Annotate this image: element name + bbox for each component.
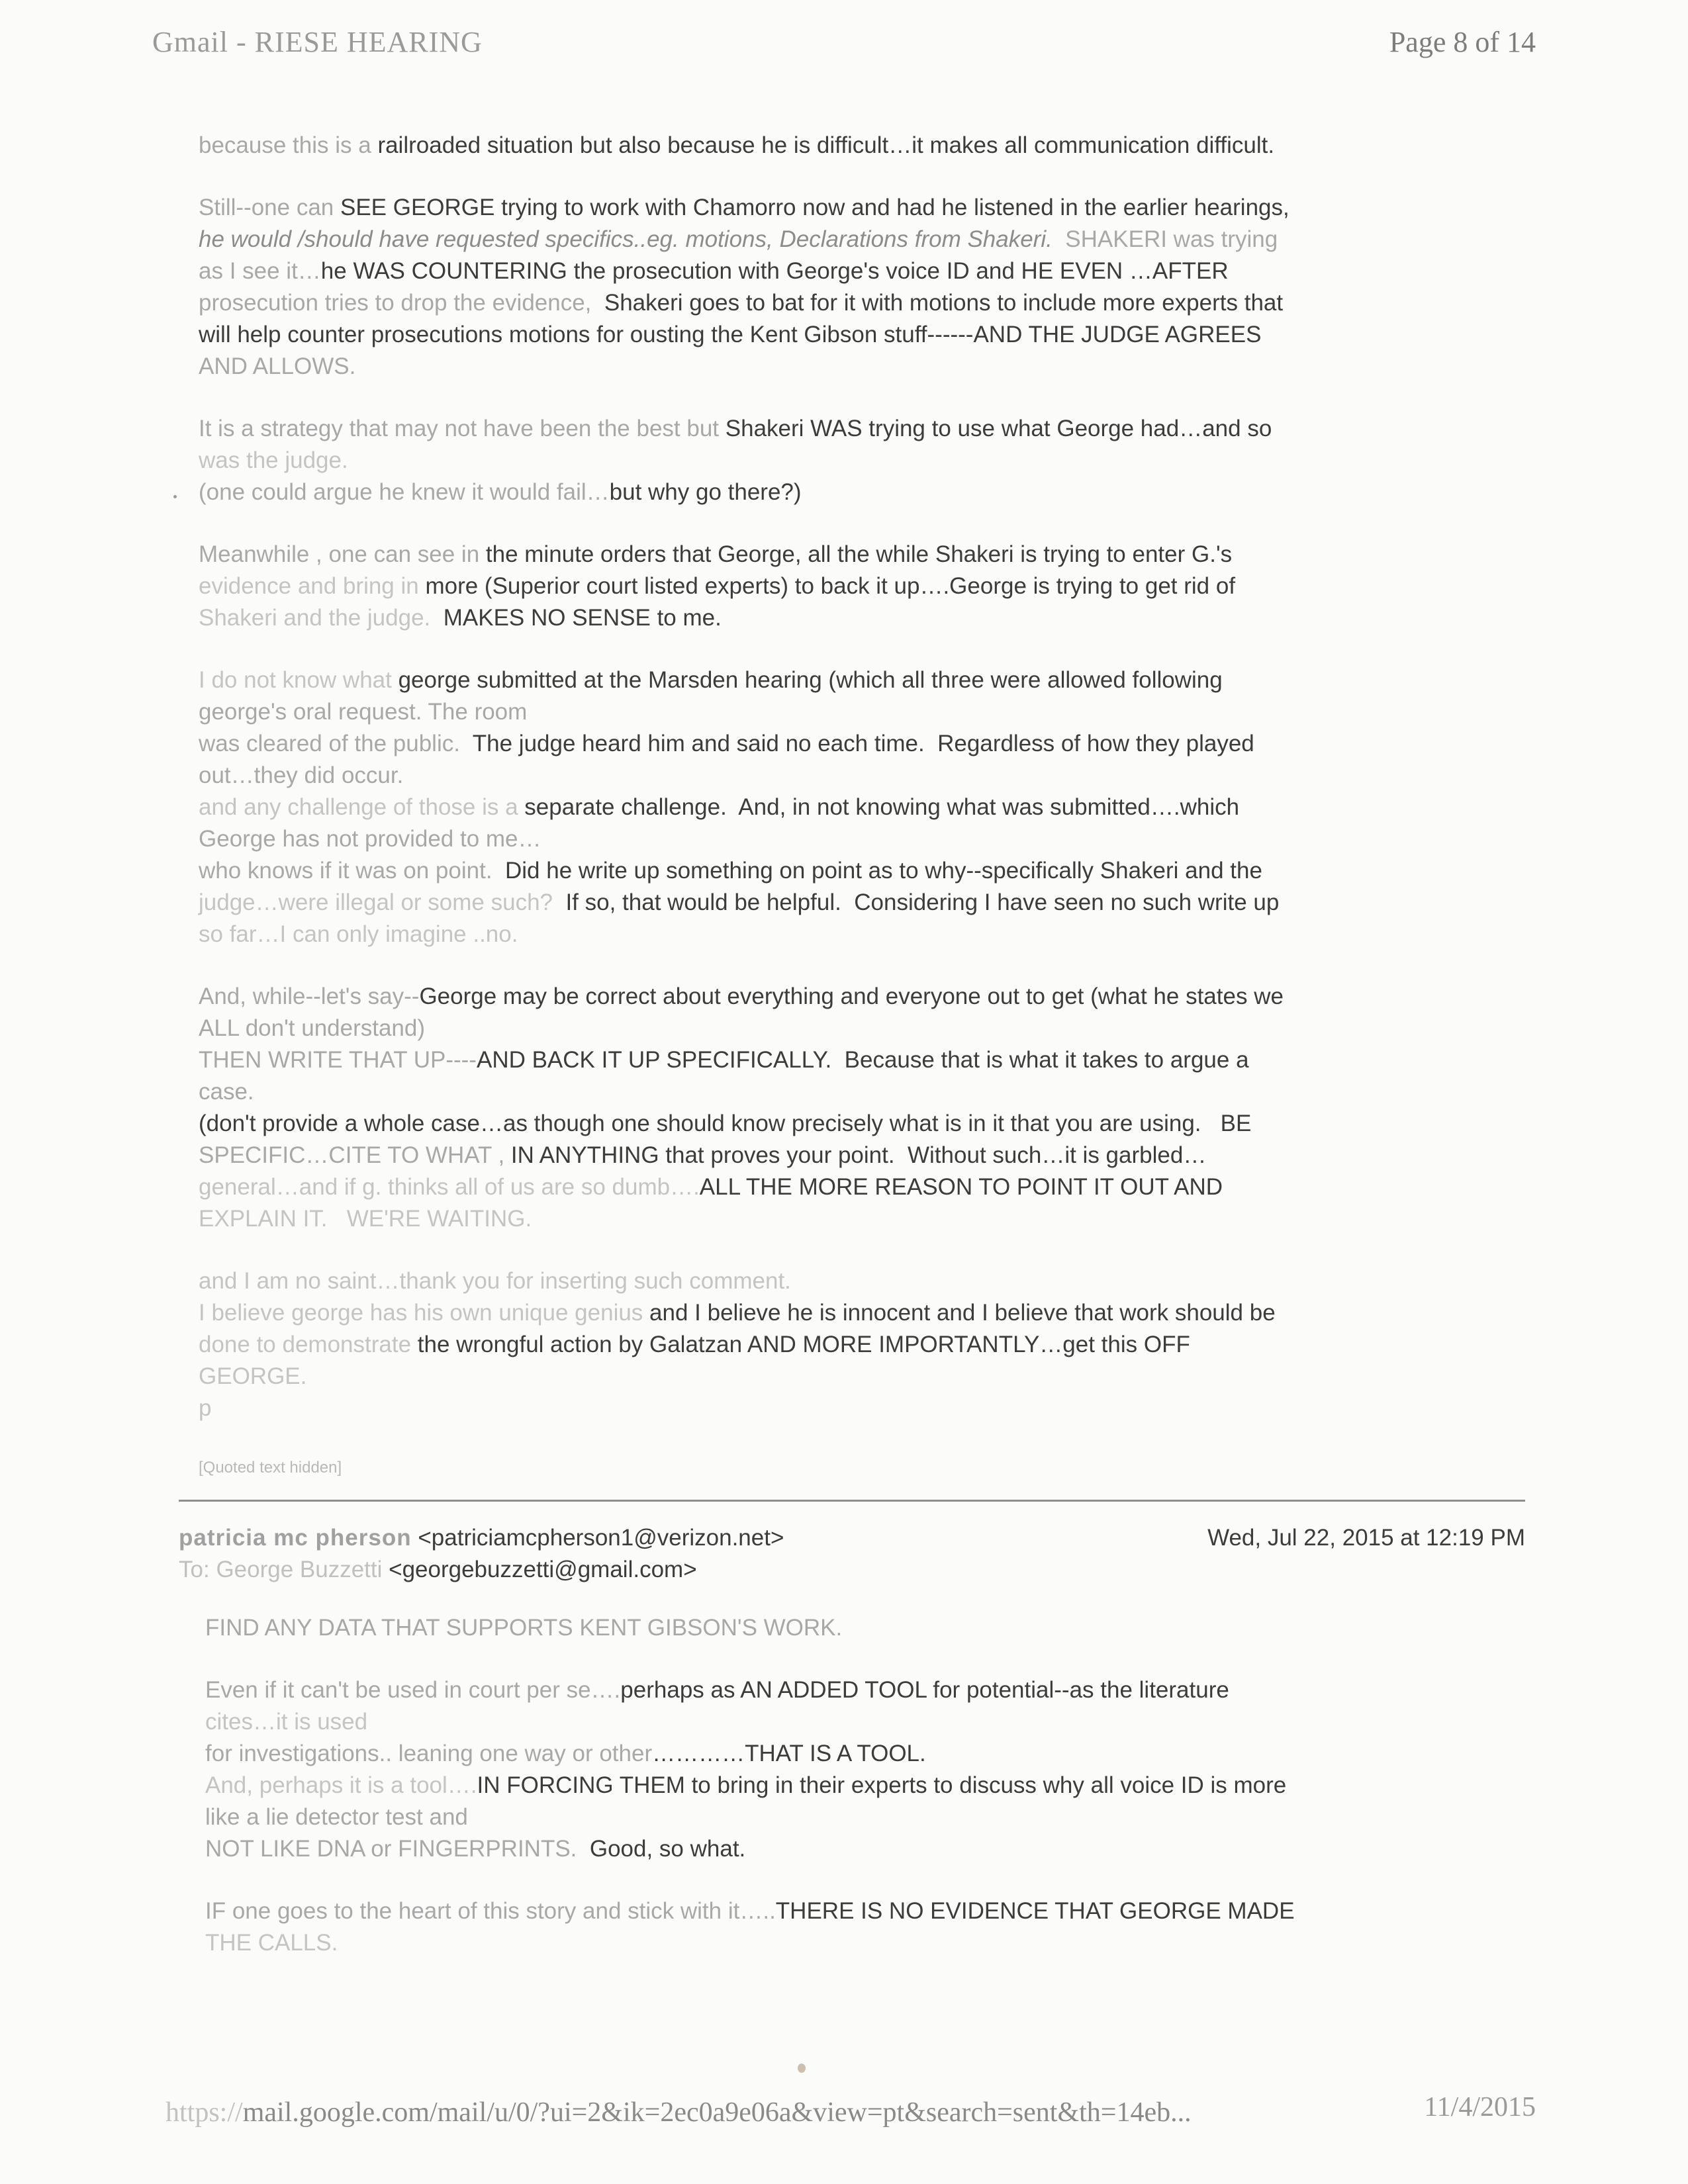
paragraph (199, 413, 1496, 508)
text-line (199, 919, 1496, 950)
text-line (199, 477, 1496, 508)
text-segment: for investigations.. leaning one way or other (205, 1741, 653, 1766)
text-segment: (one could argue he knew it would fail… (199, 479, 610, 505)
quoted-text-hidden-toggle[interactable]: [Quoted text hidden] (199, 1459, 342, 1477)
text-line (205, 1895, 1503, 1927)
text-line (199, 1108, 1496, 1140)
text-segment: railroaded situation but also because he is difficult…it makes all communication difficult. (377, 132, 1275, 158)
text-segment: …………THAT IS A TOOL. (652, 1741, 926, 1766)
text-segment: Meanwhile , one can see in (199, 541, 486, 567)
text-segment: THE CALLS. (205, 1930, 338, 1956)
text-segment: Shakeri goes to bat for it with motions to include more experts that (604, 290, 1284, 316)
text-segment: Still--one can (199, 195, 340, 220)
text-segment: separate challenge. And, in not knowing what was submitted….which (524, 794, 1240, 820)
text-segment: Good, so what. (589, 1836, 746, 1862)
text-segment: george submitted at the Marsden hearing (which all three were allowed following (398, 667, 1223, 693)
url-prefix: https:// (165, 2097, 243, 2128)
text-line (205, 1927, 1503, 1959)
text-line (199, 413, 1496, 445)
text-segment: and I am no saint…thank you for inserting such comment. (199, 1268, 791, 1294)
text-segment: AND BACK IT UP SPECIFICALLY. Because that is what it takes to argue a (476, 1047, 1249, 1073)
text-line (199, 351, 1496, 383)
text-line (199, 570, 1496, 602)
text-segment: ALL THE MORE REASON TO POINT IT OUT AND (699, 1174, 1223, 1200)
text-segment: IN ANYTHING that proves your point. Without such…it is garbled… (510, 1142, 1207, 1168)
paragraph (199, 981, 1496, 1235)
text-line (199, 1171, 1496, 1203)
text-segment: IN FORCING THEM to bring in their experts to discuss why all voice ID is more (477, 1772, 1287, 1798)
text-segment: IF one goes to the heart of this story and stick with it….. (205, 1898, 776, 1924)
text-segment: p (199, 1395, 212, 1421)
paragraph (205, 1895, 1503, 1959)
recipient (179, 1554, 697, 1586)
text-line (199, 1361, 1496, 1392)
text-segment: The judge heard him and said no each time. Regardless of how they played (472, 731, 1254, 756)
text-segment: evidence and bring in (199, 573, 426, 599)
text-segment: I do not know what (199, 667, 399, 693)
text-line (199, 224, 1496, 255)
text-line (199, 1265, 1496, 1297)
text-line (199, 792, 1496, 823)
text-segment: EXPLAIN IT. WE'RE WAITING. (199, 1206, 532, 1232)
text-line (205, 1612, 1503, 1644)
page-number: Page 8 of 14 (1389, 26, 1536, 58)
text-line (199, 1140, 1496, 1171)
text-line (199, 1076, 1496, 1108)
text-segment: Did he write up something on point as to why--specifically Shakeri and the (505, 858, 1262, 884)
text-segment: If so, that would be helpful. Considering I have seen no such write up (565, 889, 1280, 915)
recipient-email[interactable]: <georgebuzzetti@gmail.com> (389, 1557, 697, 1582)
text-line (199, 319, 1496, 351)
message-date: Wed, Jul 22, 2015 at 12:19 PM (1207, 1525, 1525, 1551)
print-footer (165, 2091, 1536, 2138)
text-line (199, 1203, 1496, 1235)
message-2-paragraphs (205, 1612, 1503, 1959)
print-header (152, 19, 1536, 71)
text-segment: like a lie detector test and (205, 1804, 468, 1830)
text-segment: SPECIFIC…CITE TO WHAT , (199, 1142, 511, 1168)
text-line (199, 823, 1496, 855)
text-line (199, 981, 1496, 1013)
text-segment: prosecution tries to drop the evidence, (199, 290, 604, 316)
paragraph (199, 539, 1496, 634)
text-segment: It is a strategy that may not have been the best but (199, 416, 726, 441)
text-segment: the minute orders that George, all the while Shakeri is trying to enter G.'s (485, 541, 1233, 567)
paragraph (205, 1674, 1503, 1865)
text-segment: cites…it is used (205, 1709, 368, 1735)
text-line (199, 287, 1496, 319)
text-segment: George may be correct about everything and everyone out to get (what he states we (419, 983, 1284, 1009)
text-segment: AND ALLOWS. (199, 353, 356, 379)
text-segment: FIND ANY DATA THAT SUPPORTS KENT GIBSON'S WORK. (205, 1615, 843, 1641)
text-line (199, 192, 1496, 224)
text-segment: ALL don't understand) (199, 1015, 426, 1041)
text-line (199, 1044, 1496, 1076)
text-line (199, 664, 1496, 696)
sender (179, 1522, 784, 1554)
text-segment: Shakeri and the judge. (199, 605, 444, 631)
text-line (205, 1833, 1503, 1865)
message-body-1 (199, 130, 1496, 1481)
text-segment: perhaps as AN ADDED TOOL for potential--as the literature (620, 1677, 1229, 1703)
text-segment: but why go there?) (609, 479, 802, 505)
text-segment: and any challenge of those is a (199, 794, 525, 820)
text-segment: he would /should have requested specifics..eg. motions, Declarations from Shakeri. (199, 226, 1053, 252)
sender-name: patricia mc pherson (179, 1525, 412, 1551)
text-line (205, 1674, 1503, 1706)
message-divider (179, 1500, 1525, 1502)
text-segment: THEN WRITE THAT UP---- (199, 1047, 477, 1073)
text-line (199, 1297, 1496, 1329)
print-title: Gmail - RIESE HEARING (152, 26, 483, 58)
text-segment: GEORGE. (199, 1363, 307, 1389)
recipient-name: George Buzzetti (216, 1557, 383, 1582)
page-url[interactable] (165, 2097, 1192, 2128)
text-segment: I believe george has his own unique genius (199, 1300, 650, 1326)
text-segment: Even if it can't be used in court per se…. (205, 1677, 621, 1703)
text-segment: George has not provided to me… (199, 826, 541, 852)
text-line (199, 445, 1496, 477)
text-line (205, 1738, 1503, 1770)
text-line (205, 1706, 1503, 1738)
text-line (199, 887, 1496, 919)
paragraph (199, 1265, 1496, 1424)
text-line (199, 760, 1496, 792)
text-line (199, 602, 1496, 634)
text-line (205, 1770, 1503, 1801)
text-segment: MAKES NO SENSE to me. (443, 605, 722, 631)
text-line (199, 539, 1496, 570)
paragraph (199, 130, 1496, 161)
text-line (199, 1329, 1496, 1361)
text-segment: SEE GEORGE trying to work with Chamorro now and had he listened in the earlier hearings, (340, 195, 1289, 220)
text-segment: so far…I can only imagine ..no. (199, 921, 518, 947)
text-segment: THERE IS NO EVIDENCE THAT GEORGE MADE (775, 1898, 1295, 1924)
text-segment: was the judge. (199, 447, 348, 473)
text-line (199, 696, 1496, 728)
text-segment: because this is a (199, 132, 378, 158)
text-segment: and I believe he is innocent and I believe that work should be (649, 1300, 1276, 1326)
text-segment: was cleared of the public. (199, 731, 473, 756)
text-segment: george's oral request. The room (199, 699, 528, 725)
text-segment: And, while--let's say-- (199, 983, 420, 1009)
text-segment: And, perhaps it is a tool…. (205, 1772, 477, 1798)
text-line (199, 1013, 1496, 1044)
url-path: mail.google.com/mail/u/0/?ui=2&ik=2ec0a9e06a&view=pt&search=sent&th=14eb... (242, 2097, 1192, 2128)
to-label: To: (179, 1557, 210, 1582)
text-line (205, 1801, 1503, 1833)
message-body-2 (205, 1612, 1503, 1989)
paragraph (199, 664, 1496, 950)
text-segment: case. (199, 1079, 254, 1105)
paragraph (205, 1612, 1503, 1644)
paragraph (199, 192, 1496, 383)
text-segment: judge…were illegal or some such? (199, 889, 566, 915)
text-segment: as I see it… (199, 258, 321, 284)
text-line (199, 1392, 1496, 1424)
text-line (199, 255, 1496, 287)
text-segment: done to demonstrate (199, 1332, 418, 1357)
text-segment: he WAS COUNTERING the prosecution with George's voice ID and HE EVEN …AFTER (320, 258, 1229, 284)
sender-email[interactable]: <patriciamcpherson1@verizon.net> (418, 1525, 784, 1551)
text-line (199, 728, 1496, 760)
text-line (199, 855, 1496, 887)
text-line (199, 130, 1496, 161)
text-segment: general…and if g. thinks all of us are so dumb…. (199, 1174, 700, 1200)
message-header-2 (179, 1522, 1525, 1595)
text-segment: SHAKERI was trying (1052, 226, 1278, 252)
text-segment: who knows if it was on point. (199, 858, 505, 884)
text-segment: out…they did occur. (199, 762, 404, 788)
text-segment: the wrongful action by Galatzan AND MORE IMPORTANTLY…get this OFF (417, 1332, 1190, 1357)
scan-speck (173, 495, 177, 498)
text-segment: will help counter prosecutions motions for ousting the Kent Gibson stuff------AND THE JUDGE AGREES (199, 322, 1262, 347)
text-segment: more (Superior court listed experts) to back it up….George is trying to get rid of (425, 573, 1236, 599)
print-date: 11/4/2015 (1424, 2092, 1536, 2122)
text-segment: (don't provide a whole case…as though one should know precisely what is in it that you are using. BE (199, 1111, 1252, 1136)
text-segment: Shakeri WAS trying to use what George had…and so (725, 416, 1272, 441)
scan-speck (798, 2064, 806, 2073)
message-1-paragraphs (199, 130, 1496, 1424)
text-segment: NOT LIKE DNA or FINGERPRINTS. (205, 1836, 590, 1862)
